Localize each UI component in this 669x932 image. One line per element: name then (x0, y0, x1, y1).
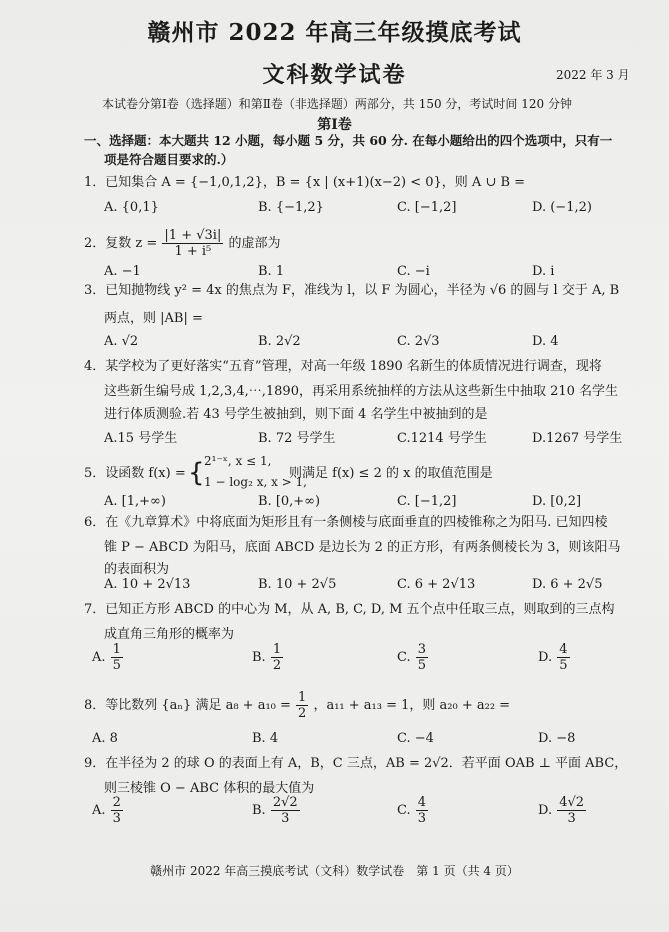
question-2-stem (84, 228, 649, 259)
q5-case-1: 2¹⁻ˣ, x ≤ 1, (204, 454, 272, 468)
q8-denominator: 2 (298, 706, 307, 721)
q9-option-d (538, 795, 587, 826)
question-6-stem: 6．在《九章算术》中将底面为矩形且有一条侧棱与底面垂直的四棱锥称之为阳马. 已知四棱 (84, 515, 608, 530)
question-7-stem: 7．已知正方形 ABCD 的中心为 M，从 A, B, C, D, M 五个点中任取三点，则取到的三点构 (84, 602, 615, 617)
q8-stem-pre: 8．等比数列 {aₙ} 满足 a₈ + a₁₀ = (84, 698, 291, 713)
exam-intro: 本试卷分第Ⅰ卷（选择题）和第Ⅱ卷（非选择题）两部分，共 150 分，考试时间 120 分钟 (102, 97, 572, 111)
q5-stem-post: 则满足 f(x) ≤ 2 的 x 的取值范围是 (289, 466, 493, 481)
q4-option-c: C.1214 号学生 (397, 431, 487, 446)
q2-numerator: |1 + √3i| (164, 228, 222, 243)
q7-option-d-label: D. (538, 650, 553, 665)
q7-option-c-den: 5 (417, 658, 427, 673)
question-3-stem-line2: 两点，则 |AB| = (104, 311, 203, 326)
q8-fraction (296, 690, 308, 721)
q7-option-d-fraction (557, 642, 569, 673)
q7-option-b-num: 1 (272, 642, 282, 657)
q7-option-b-fraction (271, 642, 283, 673)
q9-option-b-fraction (271, 795, 300, 826)
exam-title: 赣州市 2022 年高三年级摸底考试 (147, 19, 522, 46)
q4-option-a: A.15 号学生 (104, 431, 178, 446)
q6-option-a: A. 10 + 2√13 (104, 577, 191, 592)
volume-heading: 第Ⅰ卷 (317, 117, 352, 133)
q9-option-b (252, 795, 301, 826)
q3-option-a: A. √2 (104, 334, 139, 349)
q9-option-a-den: 3 (112, 811, 121, 826)
question-8-stem (84, 690, 649, 721)
q9-option-b-den: 3 (281, 811, 290, 826)
q8-stem-post: ，a₁₁ + a₁₃ = 1，则 a₂₀ + a₂₂ = (313, 698, 511, 713)
q9-option-b-label: B. (252, 803, 266, 818)
q9-option-d-fraction (557, 795, 586, 826)
question-9-stem: 9．在半径为 2 的球 O 的表面上有 A，B，C 三点，AB = 2√2．若平面 OAB ⊥ 平面 ABC， (84, 756, 628, 771)
q7-option-c (397, 642, 429, 673)
q1-option-c: C. [−1,2] (397, 200, 457, 215)
q7-option-b-label: B. (252, 650, 266, 665)
q3-option-b: B. 2√2 (258, 334, 301, 349)
q1-option-b: B. {−1,2} (258, 200, 324, 215)
question-6-stem-line3: 的表面积为 (104, 562, 170, 577)
q2-stem-post: 的虚部为 (228, 236, 281, 251)
q9-option-c-den: 3 (417, 811, 427, 826)
q9-option-d-den: 3 (567, 811, 576, 826)
q2-option-d: D. i (532, 264, 555, 279)
q8-option-c: C. −4 (397, 731, 434, 746)
q7-option-a-label: A. (92, 650, 106, 665)
q5-option-d: D. [0,2] (532, 494, 582, 509)
question-6-stem-line2: 锥 P − ABCD 为阳马，底面 ABCD 是边长为 2 的正方形，有两条侧棱长为 3，则该阳马 (104, 540, 621, 555)
q6-option-d: D. 6 + 2√5 (532, 577, 603, 592)
q7-option-c-fraction (416, 642, 428, 673)
q5-option-c: C. [−1,2] (397, 494, 457, 509)
question-7-stem-line2: 成直角三角形的概率为 (104, 627, 235, 642)
q7-option-d-num: 4 (559, 642, 568, 657)
q9-option-d-num: 4√2 (559, 795, 585, 810)
q8-option-d: D. −8 (538, 731, 576, 746)
q7-option-d (538, 642, 571, 673)
q9-option-c-fraction (416, 795, 428, 826)
q4-option-b: B. 72 号学生 (258, 431, 336, 446)
q3-option-d: D. 4 (532, 334, 559, 349)
q7-option-c-num: 3 (417, 642, 427, 657)
q6-option-b: B. 10 + 2√5 (258, 577, 337, 592)
q9-option-a-label: A. (92, 803, 106, 818)
q9-option-a-fraction (111, 795, 123, 826)
exam-date: 2022 年 3 月 (556, 68, 630, 82)
q8-option-a: A. 8 (92, 731, 118, 746)
q9-option-c (397, 795, 429, 826)
section-line-2: 项是符合题目要求的.） (104, 152, 234, 167)
q9-option-d-label: D. (538, 803, 553, 818)
q9-option-b-num: 2√2 (272, 795, 298, 810)
q9-option-c-num: 4 (417, 795, 427, 810)
q2-option-a: A. −1 (104, 264, 141, 279)
question-4-stem: 4．某学校为了更好落实“五育”管理，对高一年级 1890 名新生的体质情况进行调查，现将 (84, 359, 602, 374)
q7-option-b (252, 642, 284, 673)
q2-option-b: B. 1 (258, 264, 285, 279)
q7-option-a-fraction (111, 642, 123, 673)
q2-denominator: 1 + i⁵ (174, 244, 212, 259)
q7-option-d-den: 5 (559, 658, 568, 673)
question-3-stem: 3．已知抛物线 y² = 4x 的焦点为 F，准线为 l，以 F 为圆心，半径为 √6 的圆与 l 交于 A, B (84, 283, 620, 298)
q7-option-a-den: 5 (112, 658, 121, 673)
q9-option-a (92, 795, 124, 826)
q8-option-b: B. 4 (252, 731, 279, 746)
q6-option-c: C. 6 + 2√13 (397, 577, 476, 592)
q1-option-a: A. {0,1} (104, 200, 159, 215)
section-instructions (84, 131, 649, 169)
q5-option-b: B. [0,+∞) (258, 494, 321, 509)
q7-option-b-den: 2 (272, 658, 282, 673)
question-9-stem-line2: 则三棱锥 O − ABC 体积的最大值为 (104, 781, 315, 796)
page-footer: 赣州市 2022 年高三摸底考试（文科）数学试卷 第 1 页（共 4 页） (150, 864, 519, 878)
q9-option-a-num: 2 (112, 795, 121, 810)
q2-stem-pre: 2．复数 z = (84, 236, 158, 251)
q5-case-2: 1 − log₂ x, x > 1, (204, 475, 307, 489)
question-1-stem: 1．已知集合 A = {−1,0,1,2}，B = {x | (x+1)(x−2) < 0}，则 A ∪ B = (84, 175, 526, 190)
q3-option-c: C. 2√3 (397, 334, 440, 349)
q5-option-a: A. [1,+∞) (104, 494, 166, 509)
question-4-stem-line2: 这些新生编号成 1,2,3,4,⋯,1890，再采用系统抽样的方法从这些新生中抽取 210 名学生 (104, 384, 619, 399)
q8-numerator: 1 (298, 690, 307, 705)
q7-option-a-num: 1 (112, 642, 121, 657)
q5-brace: { (188, 458, 205, 488)
q5-stem-pre: 5．设函数 f(x) = (84, 466, 186, 481)
question-5-stem (84, 452, 649, 494)
section-line-1: 一、选择题：本大题共 12 小题，每小题 5 分，共 60 分. 在每小题给出的四个选项中，只有一 (84, 133, 613, 148)
q9-option-c-label: C. (397, 803, 411, 818)
q1-option-d: D. (−1,2) (532, 200, 592, 215)
question-4-stem-line3: 进行体质测验.若 43 号学生被抽到，则下面 4 名学生中被抽到的是 (104, 407, 488, 422)
q7-option-a (92, 642, 124, 673)
q2-option-c: C. −i (397, 264, 430, 279)
q7-option-c-label: C. (397, 650, 411, 665)
exam-subtitle: 文科数学试卷 (262, 62, 407, 88)
q4-option-d: D.1267 号学生 (532, 431, 623, 446)
q2-fraction (162, 228, 223, 259)
